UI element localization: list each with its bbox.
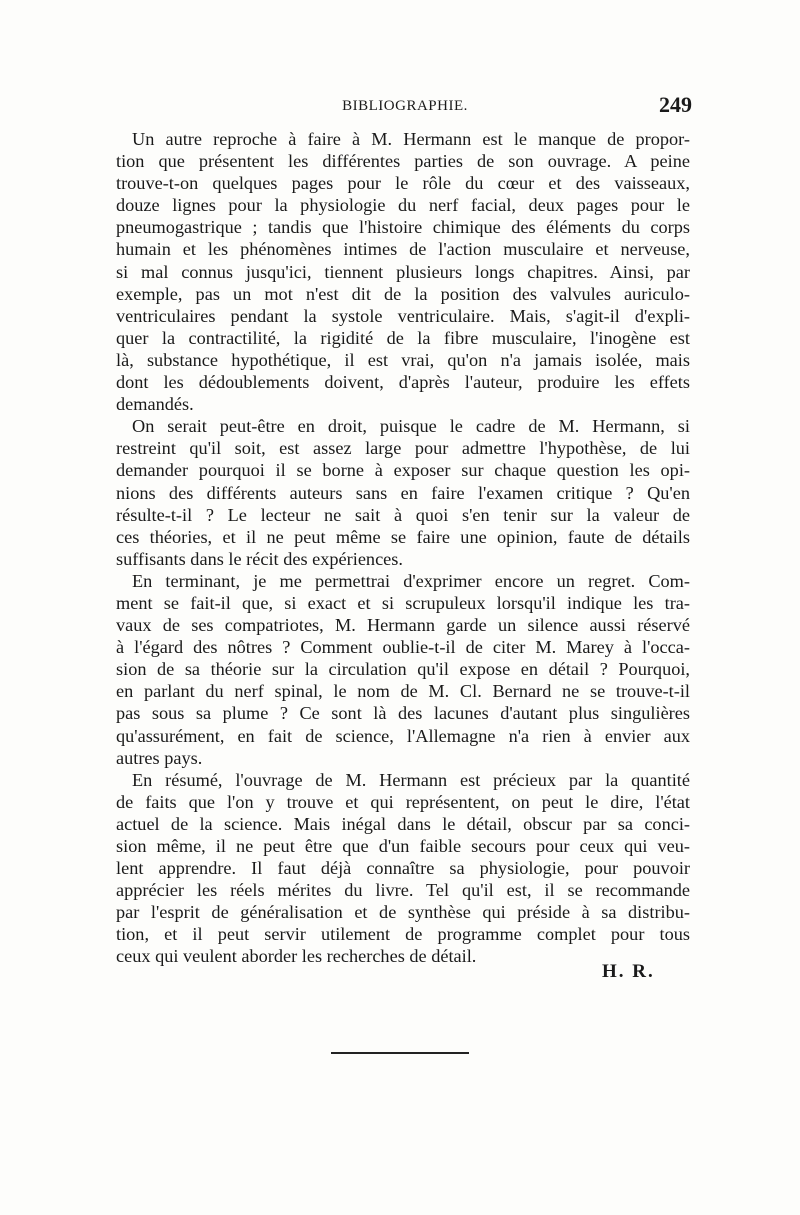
paragraph-regret (116, 570, 690, 769)
text-line: humain et les phénomènes intimes de l'action musculaire et nerveuse, (116, 239, 690, 260)
text-line: douze lignes pour la physiologie du nerf facial, deux pages pour le (116, 195, 690, 216)
text-line: si mal connus jusqu'ici, tiennent plusieurs longs chapitres. Ainsi, par (116, 261, 690, 282)
text-line: dont les dédoublements doivent, d'après l'auteur, produire les effets (116, 372, 690, 393)
running-head (118, 92, 692, 122)
text-line: par l'esprit de généralisation et de synthèse qui préside à sa distribu- (116, 902, 690, 923)
text-line: qu'assurément, en fait de science, l'Allemagne n'a rien à envier aux (116, 725, 690, 746)
text-line: tion, et il peut servir utilement de programme complet pour tous (116, 924, 690, 945)
author-signature: H. R. (602, 961, 655, 982)
text-line: en parlant du nerf spinal, le nom de M. Cl. Bernard ne se trouve-t-il (116, 681, 690, 702)
text-line: On serait peut-être en droit, puisque le cadre de M. Hermann, si (132, 416, 690, 437)
running-title: BIBLIOGRAPHIE. (342, 98, 468, 114)
text-line: apprécier les réels mérites du livre. Tel qu'il est, il se recommande (116, 880, 690, 901)
page-number: 249 (659, 92, 692, 117)
text-line: suffisants dans le récit des expériences. (116, 548, 403, 569)
text-line: pas sous sa plume ? Ce sont là des lacunes d'autant plus singulières (116, 703, 690, 724)
text-line: vaux de ses compatriotes, M. Hermann garde un silence aussi réservé (116, 615, 690, 636)
text-line: quer la contractilité, la rigidité de la fibre musculaire, l'inogène est (116, 327, 690, 348)
paragraph-critical-examination (116, 415, 690, 570)
text-line: de faits que l'on y trouve et qui représentent, on peut le dire, l'état (116, 791, 690, 812)
text-line: En résumé, l'ouvrage de M. Hermann est précieux par la quantité (132, 769, 690, 790)
text-line: trouve-t-on quelques pages pour le rôle du cœur et des vaisseaux, (116, 173, 690, 194)
text-line: ces théories, et il ne peut même se faire une opinion, faute de détails (116, 526, 690, 547)
text-line: restreint qu'il soit, est assez large pour admettre l'hypothèse, de lui (116, 438, 690, 459)
text-line: lent apprendre. Il faut déjà connaître sa physiologie, pour pouvoir (116, 858, 690, 879)
text-line: ment se fait-il que, si exact et si scrupuleux lorsqu'il indique les tra- (116, 592, 690, 613)
paragraph-summary (116, 769, 690, 968)
text-line: demandés. (116, 394, 194, 415)
text-line: tion que présentent les différentes parties de son ouvrage. A peine (116, 151, 690, 172)
text-line: résulte-t-il ? Le lecteur ne sait à quoi s'en tenir sur la valeur de (116, 504, 690, 525)
text-line: actuel de la science. Mais inégal dans le détail, obscur par sa conci- (116, 813, 690, 834)
text-line: demander pourquoi il se borne à exposer sur chaque question les opi- (116, 460, 690, 481)
text-line: sion de sa théorie sur la circulation qu'il expose en détail ? Pourquoi, (116, 659, 690, 680)
text-line: En terminant, je me permettrai d'exprimer encore un regret. Com- (132, 570, 690, 591)
end-rule-divider (331, 1052, 469, 1054)
text-line: pneumogastrique ; tandis que l'histoire chimique des éléments du corps (116, 217, 690, 238)
text-line: ceux qui veulent aborder les recherches de détail. (116, 946, 477, 967)
text-line: exemple, pas un mot n'est dit de la position des valvules auriculo- (116, 283, 690, 304)
text-line: là, substance hypothétique, il est vrai, qu'on n'a jamais isolée, mais (116, 349, 690, 370)
body-text (116, 128, 690, 968)
text-line: sion même, il ne peut être que d'un faible secours pour ceux qui veu- (116, 836, 690, 856)
text-line: autres pays. (116, 747, 203, 768)
text-line: Un autre reproche à faire à M. Hermann est le manque de propor- (132, 129, 690, 149)
text-line: nions des différents auteurs sans en faire l'examen critique ? Qu'en (116, 482, 690, 503)
paragraph-criticism-proportion (116, 128, 690, 415)
text-line: ventriculaires pendant la systole ventriculaire. Mais, s'agit-il d'expli- (116, 305, 690, 326)
text-line: à l'égard des nôtres ? Comment oublie-t-il de citer M. Marey à l'occa- (116, 637, 690, 658)
